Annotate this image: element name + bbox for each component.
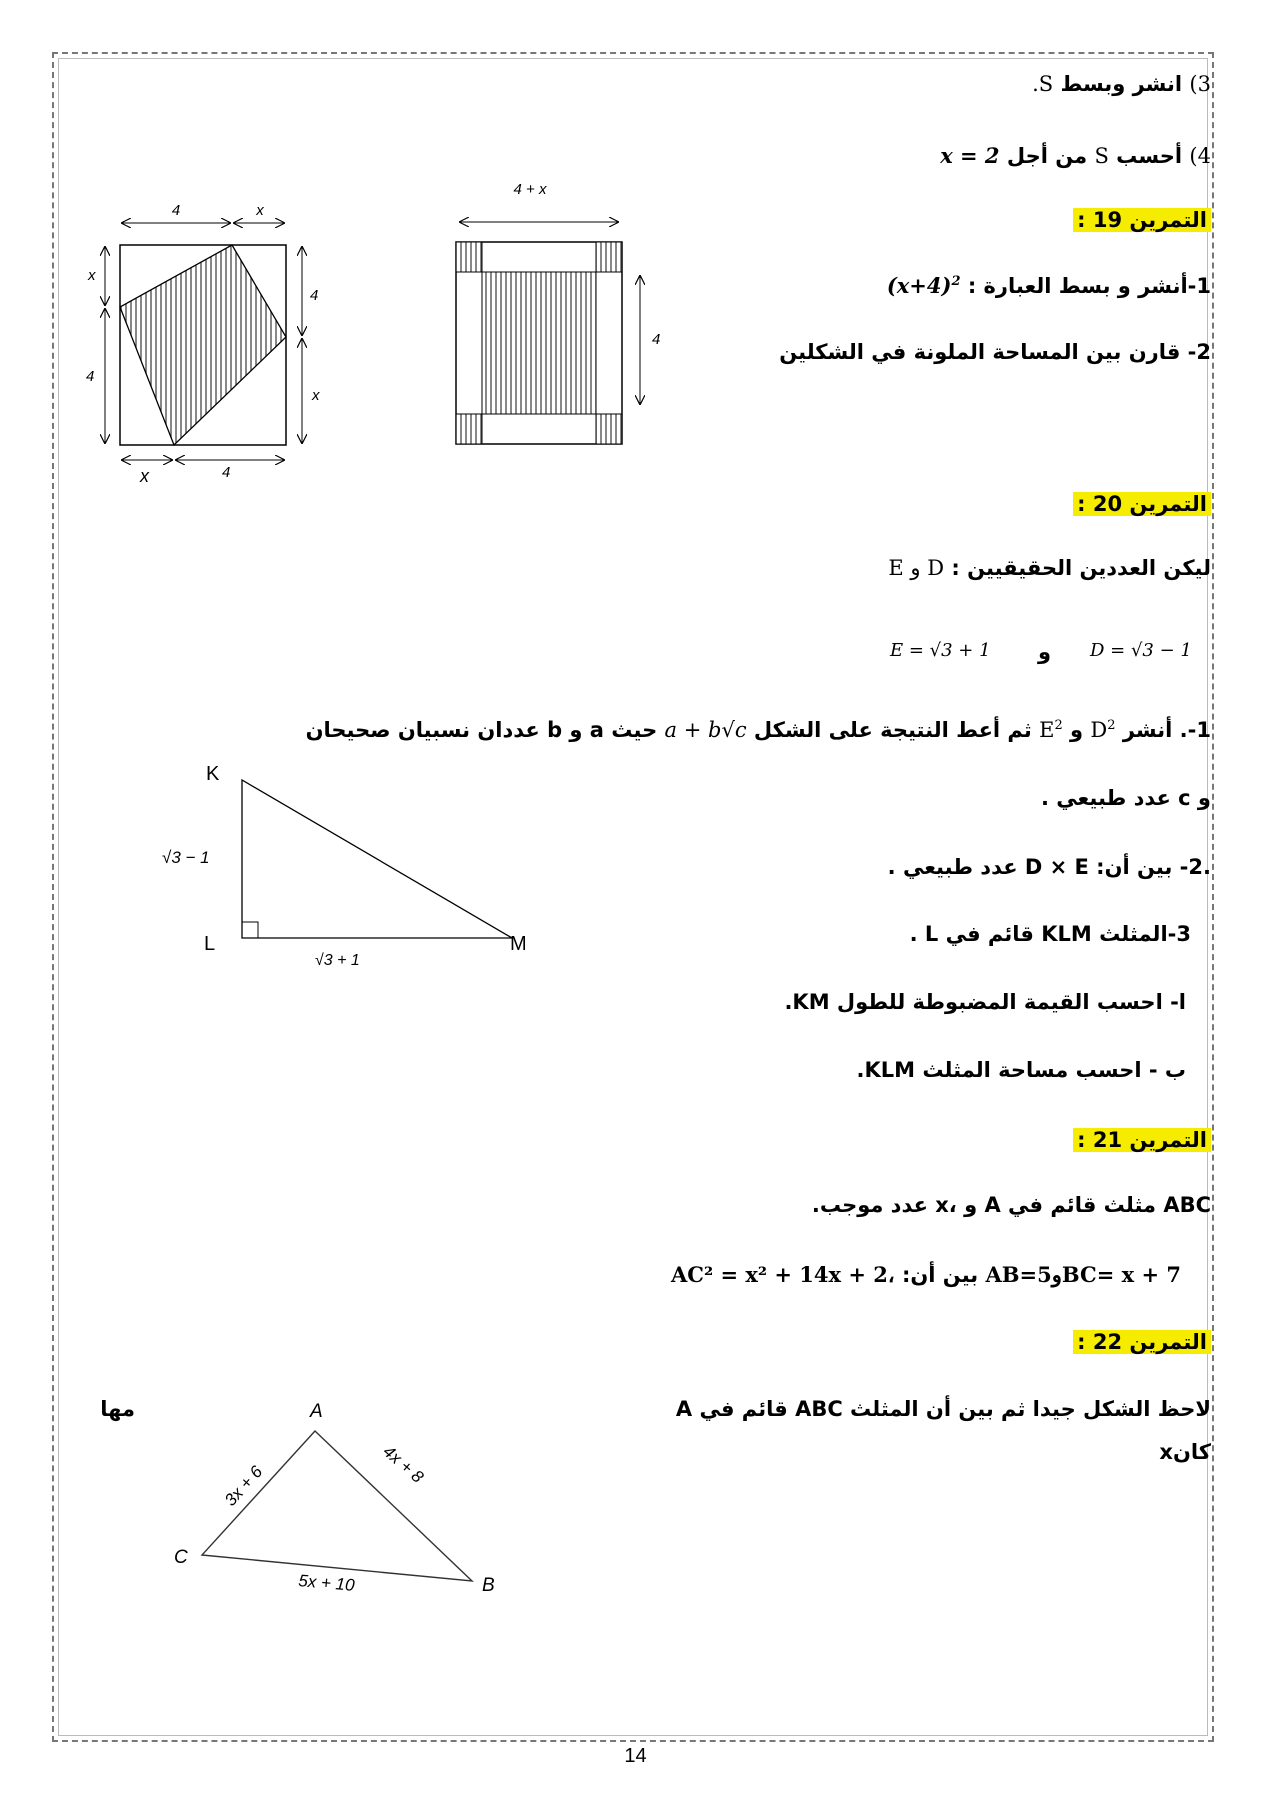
- triangle-b: B: [482, 1575, 495, 1596]
- ex19-figure-2: [440, 180, 680, 460]
- ex22-title: [1073, 1330, 1211, 1354]
- ex19-item2-text: 2- قارن بين المساحة الملونة في الشكلين: [779, 340, 1211, 364]
- q3-num: 3): [1189, 72, 1211, 96]
- ex20-item3b: ب - احسب مساحة المثلث KLM.: [856, 1058, 1186, 1082]
- ex20-item1-form: a + b√c: [664, 718, 747, 742]
- fig2-top: 4 + x: [513, 181, 547, 198]
- triangle-l: L: [204, 933, 216, 955]
- ex19-item1-text: 1-أنشر و بسط العبارة :: [967, 274, 1211, 298]
- triangle-c: C: [174, 1547, 188, 1568]
- fig1-left-bottom: 4: [86, 368, 95, 385]
- fig1-bottom-right: 4: [222, 464, 231, 481]
- fig1-bottom-left: x: [140, 466, 149, 485]
- q3-var: S.: [1032, 72, 1054, 96]
- ex19-item1: [887, 273, 1211, 298]
- ex20-title-text: التمرين 20 :: [1073, 492, 1211, 516]
- q4-line: [940, 143, 1211, 168]
- q4-cond: x = 2: [940, 143, 1000, 168]
- fig2-right: 4: [652, 331, 661, 348]
- fig1-right-top: 4: [310, 287, 319, 304]
- ex20-intro: [888, 556, 1211, 580]
- ex19-figure-1: [80, 185, 340, 485]
- ex20-intro-text: ليكن العددين الحقيقيين :: [951, 556, 1211, 580]
- ex22-triangle-abc: [160, 1395, 520, 1615]
- q3-line: [1032, 72, 1211, 96]
- ex20-item3: 3-المثلث KLM قائم في L .: [909, 922, 1191, 946]
- ex21-title-text: التمرين 21 :: [1073, 1128, 1211, 1152]
- ex20-item1-c: حيث a و b عددان نسبيان صحيحان: [305, 718, 658, 742]
- q4-var: S: [1094, 144, 1109, 168]
- ex21-line1: ABC مثلث قائم في A و ،x عدد موجب.: [811, 1193, 1211, 1217]
- ex20-intro-vars: D و E: [888, 556, 945, 580]
- ex20-item1: 1-. أنشر $D^2$ و $E^2$ ثم أعط النتيجة على الشكل a + b√c حيث a و b عددان نسبيان صحيحان: [305, 718, 1211, 742]
- ex20-item1-b: ثم أعط النتيجة على الشكل: [753, 718, 1032, 742]
- triangle-side-kl: √3 − 1: [162, 848, 210, 867]
- triangle-a: A: [310, 1401, 323, 1422]
- ex20-item1-a: 1-. أنشر: [1122, 718, 1211, 742]
- ex22-line2: كانx: [1159, 1440, 1211, 1464]
- ex20-item3a: ا- احسب القيمة المضبوطة للطول KM.: [784, 990, 1186, 1014]
- triangle-side-ab: 4x + 8: [379, 1441, 428, 1487]
- fig1-top-right: x: [256, 202, 264, 219]
- ex19-item1-exp: 2: [951, 274, 961, 289]
- ex20-triangle-klm: [160, 760, 540, 980]
- triangle-side-ca: 3x + 6: [220, 1462, 267, 1510]
- ex20-and: و: [1037, 640, 1051, 664]
- fig1-left-top: x: [88, 267, 96, 284]
- ex20-item1-d: و c عدد طبيعي .: [1040, 786, 1211, 810]
- triangle-side-lm: √3 + 1: [315, 952, 360, 969]
- ex20-d-expr: D = √3 − 1: [1090, 640, 1192, 661]
- triangle-m: M: [510, 933, 527, 955]
- ex19-item2: [779, 340, 1211, 364]
- page-number: 14: [624, 1745, 647, 1767]
- ex19-title: [1073, 208, 1211, 232]
- ex22-line1-end: مها: [100, 1397, 135, 1421]
- ex20-e-expr: E = √3 + 1: [890, 640, 991, 661]
- q4-text2: من أجل: [1006, 144, 1088, 168]
- q4-num: 4): [1189, 144, 1211, 168]
- ex22-title-text: التمرين 22 :: [1073, 1330, 1211, 1354]
- ex20-item2: .2- بين أن: D × E عدد طبيعي .: [887, 855, 1211, 879]
- fig1-top-left: 4: [171, 202, 181, 219]
- ex22-line1: لاحظ الشكل جيدا ثم بين أن المثلث ABC قائم في A: [675, 1397, 1211, 1421]
- ex19-title-text: التمرين 19 :: [1073, 208, 1211, 232]
- ex21-title: [1073, 1128, 1211, 1152]
- fig1-right-bottom: x: [312, 387, 320, 404]
- ex21-line2: AB=5وBC= x + 7 بين أن: AC² = x² + 14x + 2،: [670, 1262, 1181, 1287]
- triangle-side-cb: 5x + 10: [297, 1571, 356, 1595]
- triangle-k: K: [206, 763, 220, 785]
- ex19-item1-expr: (x+4): [886, 273, 952, 298]
- q3-text: انشر وبسط: [1060, 72, 1183, 96]
- q4-text: أحسب: [1116, 144, 1183, 168]
- ex20-title: [1073, 492, 1211, 516]
